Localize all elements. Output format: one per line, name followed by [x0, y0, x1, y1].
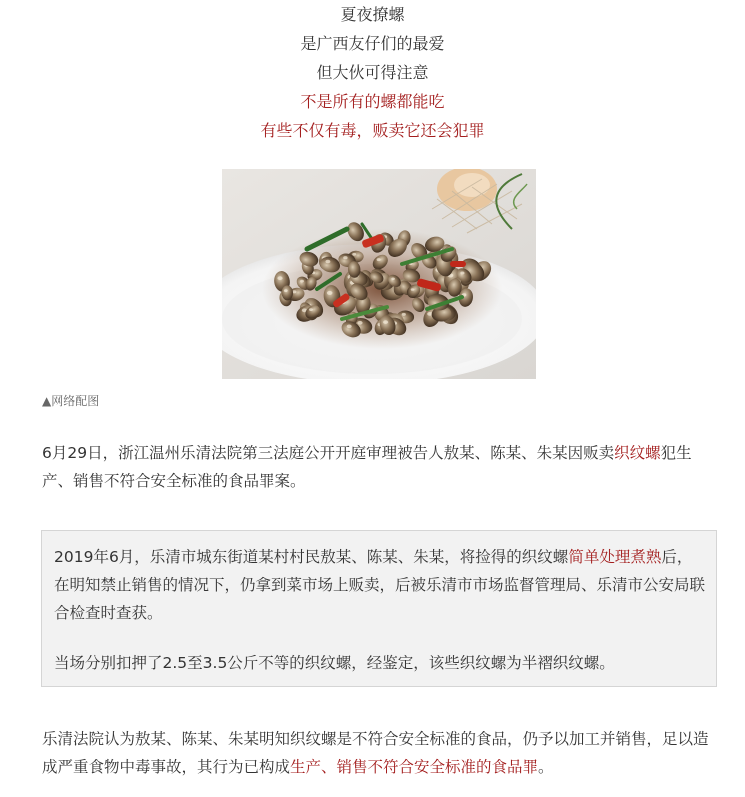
- intro-block: [0, 0, 745, 145]
- shell-highlight: [377, 258, 381, 261]
- shell-highlight: [357, 321, 362, 325]
- shell-highlight: [411, 288, 415, 291]
- paragraph-1-highlight: 织纹螺: [614, 444, 661, 462]
- quote-paragraph-2: 当场分别扣押了2.5至3.5公斤不等的织纹螺，经鉴定，该些织纹螺为半褶织纹螺。: [54, 654, 615, 672]
- shell-highlight: [309, 308, 313, 311]
- shell-highlight: [391, 278, 395, 281]
- paragraph-3: [42, 725, 720, 781]
- shell-highlight: [383, 320, 388, 324]
- shell-highlight: [347, 325, 352, 329]
- shell-highlight: [402, 313, 406, 316]
- paragraph-3-highlight: 生产、销售不符合安全标准的食品罪: [290, 758, 539, 776]
- quote-p1-text: 2019年6月，乐清市城东街道某村村民敖某、陈某、朱某，将捡得的织纹螺: [54, 548, 569, 566]
- snail-dish-photo: [222, 169, 536, 379]
- quote-box: [41, 530, 717, 687]
- shell-highlight: [327, 291, 333, 295]
- shell-highlight: [427, 312, 432, 316]
- shell-highlight: [460, 272, 464, 275]
- paragraph-1-text: 6月29日，浙江温州乐清法院第三法庭公开开庭审理被告人敖某、陈某、朱某因贩卖: [42, 444, 615, 462]
- shell-highlight: [284, 289, 288, 292]
- shell-highlight: [343, 256, 347, 259]
- intro-line-2: 是广西友仔们的最爱: [300, 34, 445, 53]
- paragraph-1: [42, 439, 720, 495]
- quote-p1-text-end: 后，在明知禁止销售的情况下，仍拿到菜市场上贩卖，后被乐清市市场监督管理局、乐清市公安局联合检查时查获。: [54, 548, 706, 622]
- shell-highlight: [277, 276, 282, 280]
- intro-line-1: 夏夜撩螺: [340, 5, 405, 24]
- intro-line-3: 但大伙可得注意: [316, 63, 429, 82]
- shell-highlight: [325, 260, 330, 264]
- quote-p1-highlight: 简单处理煮熟: [568, 548, 662, 566]
- paragraph-3-text: 乐清法院认为敖某、陈某、朱某明知织纹螺是不符合安全标准的食品，仍予以加工并销售，足以造成严重食物中毒事故，其行为已构成: [42, 730, 709, 776]
- quote-paragraph-1: [54, 543, 706, 627]
- paragraph-1-text-end: 犯生产、销售不符合安全标准的食品罪案。: [42, 444, 692, 490]
- intro-line-5-warning: 有些不仅有毒，贩卖它还会犯罪: [260, 121, 485, 140]
- intro-line-4-warning: 不是所有的螺都能吃: [300, 92, 445, 111]
- paragraph-3-text-end: 。: [538, 758, 554, 776]
- image-caption: ▲网络配图: [42, 394, 100, 408]
- shell-highlight: [352, 253, 356, 256]
- shell-highlight: [300, 280, 304, 283]
